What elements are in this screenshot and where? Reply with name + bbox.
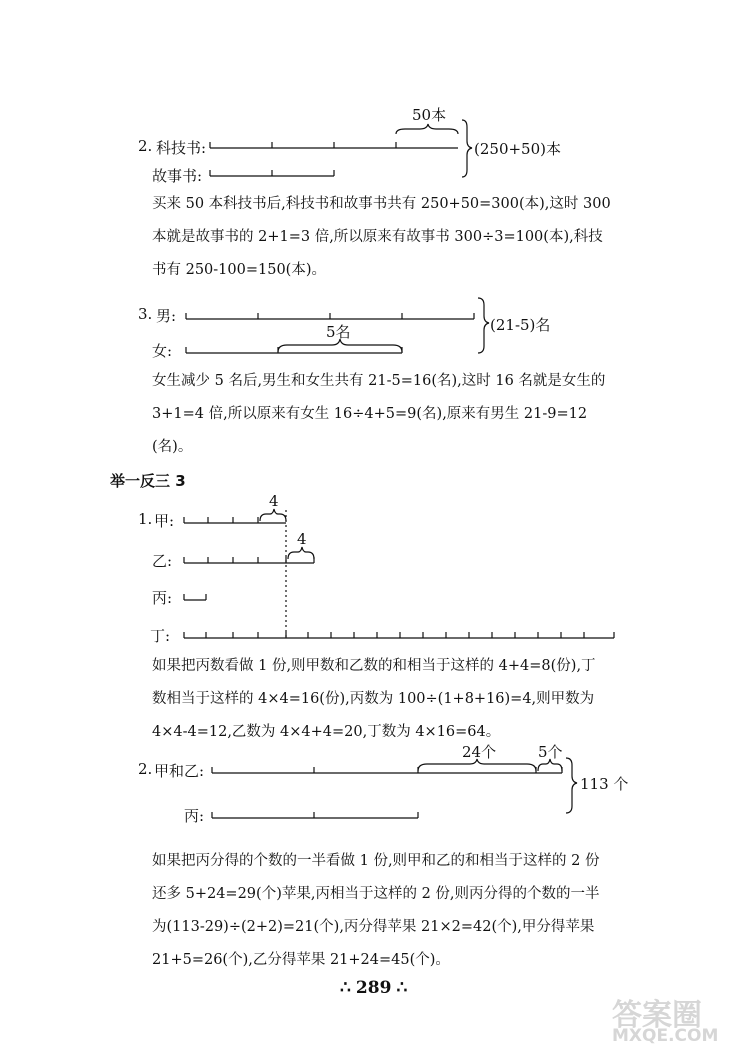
jia-extra-brace: [260, 509, 286, 521]
s3-total-brace: [478, 298, 489, 353]
s2-total-brace: [462, 120, 472, 177]
bing-bar-q1: [184, 594, 206, 600]
s2-total-label: (250+50)本: [474, 140, 561, 158]
page-dots-left: ∴: [340, 978, 351, 998]
q2-number: 2.: [138, 760, 153, 778]
ding-label: 丁:: [150, 627, 171, 645]
q1-number: 1.: [138, 510, 153, 528]
bing-label-q2: 丙:: [184, 807, 205, 825]
s3-total-label: (21-5)名: [490, 316, 551, 334]
bing-label-q1: 丙:: [152, 589, 173, 607]
watermark-url: MXQE.COM: [612, 1026, 719, 1046]
s2-number: 2.: [138, 137, 153, 155]
yi-label: 乙:: [152, 552, 173, 570]
q2-explanation: [152, 845, 632, 977]
keji-label: 科技书:: [156, 139, 207, 157]
page-footer: [340, 978, 407, 998]
gushi-label: 故事书:: [152, 167, 203, 185]
keji-extra-brace: [396, 124, 458, 134]
nv-extra-label: 5名: [326, 323, 351, 341]
s2-explanation: [152, 188, 632, 287]
q2-line: 21+5=26(个),乙分得苹果 21+24=45(个)。: [152, 952, 450, 968]
page-number: 289: [355, 978, 392, 998]
yi-extra-label: 4: [297, 530, 307, 548]
q2-line: 还多 5+24=29(个)苹果,丙相当于这样的 2 份,则丙分得的个数的一半: [152, 886, 600, 902]
jia-label: 甲:: [154, 512, 175, 530]
nan-bar: [186, 313, 474, 319]
q2-extra1-label: 24个: [462, 743, 497, 761]
s2-line: 本就是故事书的 2+1=3 倍,所以原来有故事书 300÷3=100(本),科技: [152, 229, 603, 245]
watermark-logo: 答案圈: [612, 998, 702, 1033]
s3-line: 3+1=4 倍,所以原来有女生 16÷4+5=9(名),原来有男生 21-9=12: [152, 406, 588, 422]
yi-bar: [184, 557, 314, 563]
q1-line: 数相当于这样的 4×4=16(份),丙数为 100÷(1+8+16)=4,则甲数为: [152, 691, 595, 707]
s2-line: 书有 250-100=150(本)。: [152, 262, 326, 278]
keji-bar: [210, 142, 458, 148]
jiayi-label: 甲和乙:: [154, 762, 205, 780]
s3-explanation: [152, 365, 632, 464]
q2-total-brace: [566, 758, 577, 813]
q2-extra2-label: 5个: [538, 743, 563, 761]
q1-explanation: [152, 650, 632, 749]
gushi-bar: [210, 170, 334, 176]
jia-bar: [184, 517, 286, 523]
jiayi-bar: [212, 767, 562, 773]
nan-label: 男:: [156, 307, 177, 325]
s3-number: 3.: [138, 305, 153, 323]
nv-bar: [186, 347, 402, 353]
jia-extra-label: 4: [269, 492, 279, 510]
ding-bar: [184, 632, 614, 638]
nv-label: 女:: [152, 342, 173, 360]
s3-line: 女生减少 5 名后,男生和女生共有 21-5=16(名),这时 16 名就是女生的: [152, 373, 606, 389]
keji-extra-label: 50本: [412, 106, 447, 124]
section-heading: 举一反三 3: [110, 472, 186, 490]
q2-total-label: 113 个: [580, 775, 629, 793]
q1-line: 如果把丙数看做 1 份,则甲数和乙数的和相当于这样的 4+4=8(份),丁: [152, 658, 596, 674]
q2-line: 如果把丙分得的个数的一半看做 1 份,则甲和乙的和相当于这样的 2 份: [152, 853, 600, 869]
bing-bar-q2: [212, 812, 418, 818]
yi-extra-brace: [288, 547, 314, 559]
s2-line: 买来 50 本科技书后,科技书和故事书共有 250+50=300(本),这时 300: [152, 196, 611, 212]
s3-line: (名)。: [152, 439, 193, 455]
q2-line: 为(113-29)÷(2+2)=21(个),丙分得苹果 21×2=42(个),甲分得苹果: [152, 919, 595, 935]
page-dots-right: ∴: [396, 978, 408, 998]
q1-line: 4×4-4=12,乙数为 4×4+4=20,丁数为 4×16=64。: [152, 724, 501, 740]
